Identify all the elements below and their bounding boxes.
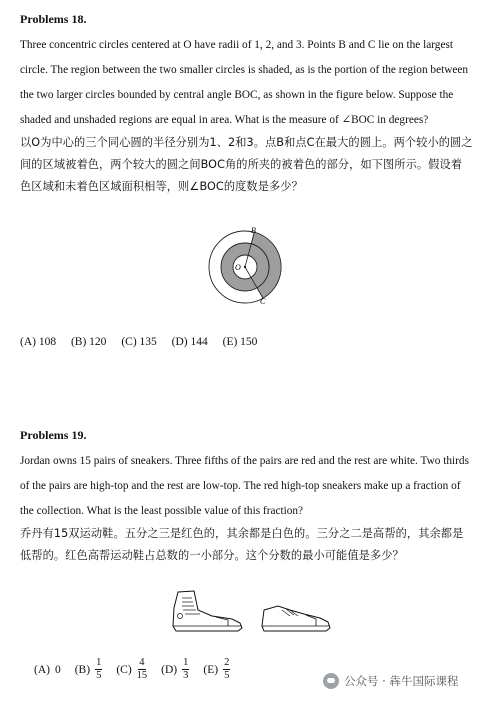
denominator: 5: [224, 670, 230, 681]
label-c: C: [260, 297, 266, 306]
numerator: 1: [183, 657, 189, 668]
text-line: circle. The region between the two smaller circles is shaded, as is the portion of the region between: [20, 64, 469, 76]
choice-b: [75, 657, 103, 682]
text-line: 低帮的。红色高帮运动鞋占总数的一小部分。这个分数的最小可能值是多少？: [20, 549, 404, 562]
choice-d: [161, 657, 189, 682]
choice-c: [116, 657, 147, 682]
text-line: of the pairs are high-top and the rest are low-top. The red high-top sneakers make up a fraction of: [20, 480, 461, 492]
denominator: 5: [96, 670, 102, 681]
text-line: 间的区域被着色，两个较大的圆之间BOC角的所夹的被着色的部分，如下图所示。假设着: [20, 158, 463, 171]
problem18-chinese-text: [20, 132, 473, 198]
choice-c: (C) 135: [121, 336, 157, 348]
text-line: 乔丹有15双运动鞋。五分之三是红色的，其余都是白色的。三分之二是高帮的，其余都是: [20, 527, 464, 540]
text-line: shaded and unshaded regions are equal in area. What is the measure of ∠BOC in degrees?: [20, 114, 429, 126]
text-line: 色区域和未着色区域面积相等，则∠BOC的度数是多少？: [20, 180, 303, 193]
problem18-title: Problems 18.: [20, 12, 87, 26]
problem19-chinese-text: [20, 523, 463, 567]
choice-d: (D) 144: [171, 336, 208, 348]
high-top-sneaker-icon: [168, 588, 246, 634]
numerator: 1: [96, 657, 102, 668]
fraction: [137, 657, 148, 682]
problem18-choices: [20, 336, 269, 348]
choice-label: (D): [161, 663, 178, 676]
wechat-icon: [323, 673, 339, 689]
fraction: [95, 657, 102, 682]
denominator: 15: [136, 670, 148, 681]
numerator: 2: [224, 657, 230, 668]
fraction: [182, 657, 189, 682]
choice-label: (A): [34, 663, 50, 676]
choice-b: (B) 120: [70, 336, 107, 348]
text-line: 以O为中心的三个同心圆的半径分别为1、2和3。点B和点C在最大的圆上。两个较小的圆之: [20, 136, 473, 149]
watermark-text: 公众号 · 犇牛国际课程: [344, 674, 459, 688]
choice-e: (E) 150: [222, 336, 258, 348]
choice-label: (E): [203, 663, 219, 676]
problem19-choices: [34, 657, 244, 682]
label-b: B: [251, 226, 256, 235]
numerator: 4: [139, 657, 145, 668]
label-o: O: [235, 263, 241, 272]
center-point: [244, 266, 246, 268]
choice-label: (C): [116, 663, 132, 676]
choice-label: (B): [74, 663, 91, 676]
low-top-sneaker-icon: [260, 600, 332, 634]
denominator: 3: [183, 670, 189, 681]
problem18-english-text: [20, 33, 470, 133]
concentric-circles-figure: [200, 222, 290, 312]
text-line: Jordan owns 15 pairs of sneakers. Three fifths of the pairs are red and the rest are white. Two thirds: [20, 455, 469, 467]
text-line: the two larger circles bounded by central angle BOC, as shown in the figure below. Suppose the: [20, 89, 454, 101]
problem19-title: Problems 19.: [20, 428, 87, 442]
choice-a: [34, 664, 61, 676]
choice-e: [203, 657, 230, 682]
choice-value: 0: [54, 663, 61, 676]
watermark: [323, 673, 458, 689]
choice-a: (A) 108: [20, 336, 57, 348]
text-line: the collection. What is the least possible value of this fraction?: [20, 505, 304, 517]
text-line: Three concentric circles centered at O have radii of 1, 2, and 3. Points B and C lie on the largest: [20, 39, 454, 51]
fraction: [223, 657, 230, 682]
problem19-english-text: [20, 449, 470, 524]
